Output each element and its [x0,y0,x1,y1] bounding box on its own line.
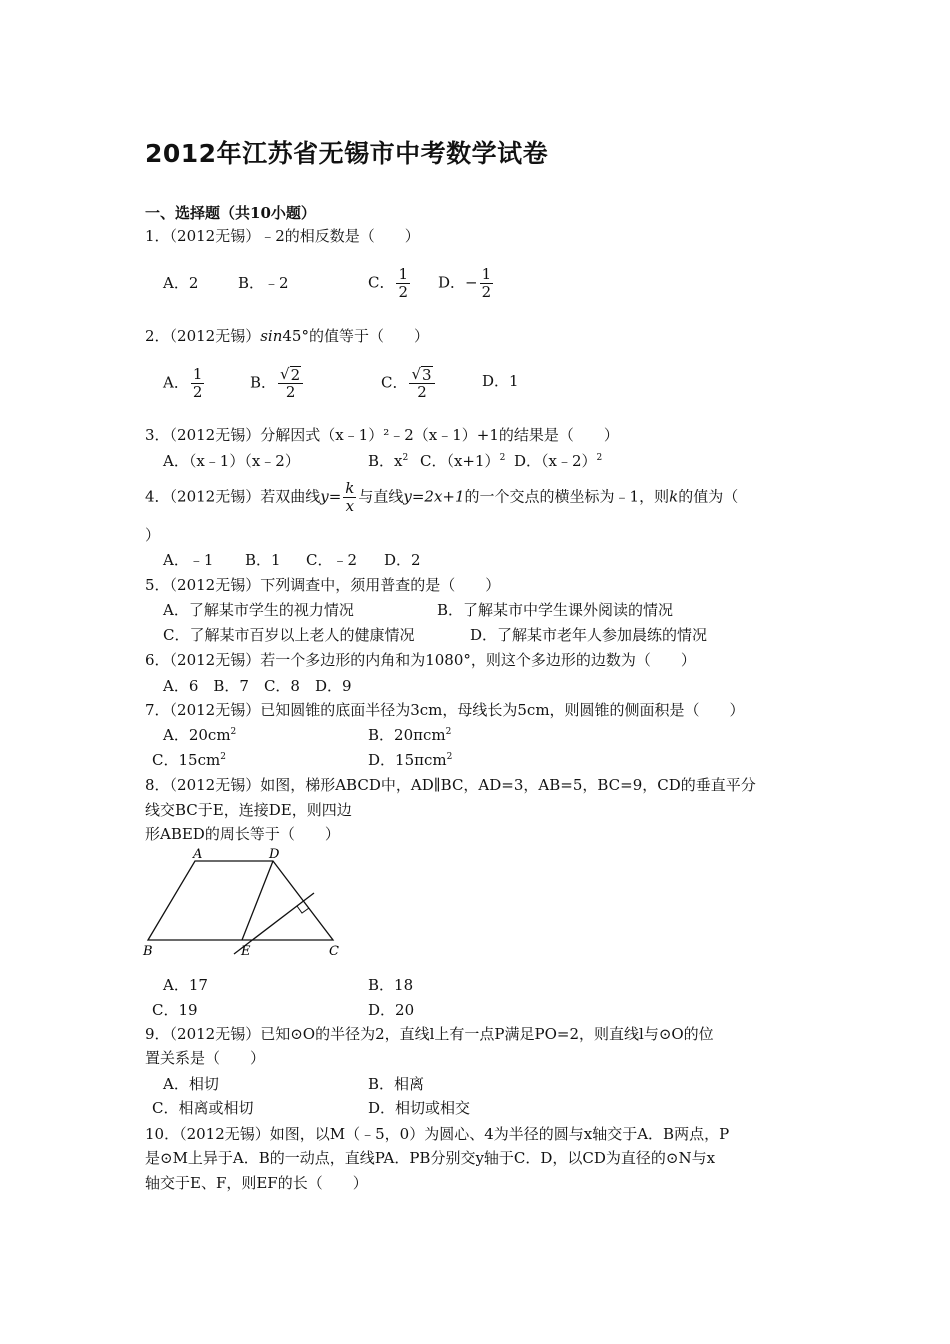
numerator: 1 [192,365,203,383]
q1-fraction-half [396,266,410,301]
trapezoid-abcd [148,861,333,940]
denominator: 2 [417,383,427,401]
denominator: 2 [192,383,203,401]
q4-stem-part1: 4．（2012无锡）若双曲线 [145,487,321,506]
q9-stem-line2: 置关系是（ ） [145,1049,266,1067]
q1-option-c-letter: C． [368,273,395,292]
q3-option-b-text: B．x [368,452,403,470]
q8-option-c: C．19 [152,1001,198,1019]
q9-option-d: D．相切或相交 [368,1099,471,1117]
q4-stem-part2: 与直线 [358,487,404,506]
trapezoid-figure [140,842,350,964]
q1-option-a: A．2 [163,274,199,292]
q7-option-b [368,725,451,745]
q1-fraction-neg-half [480,266,494,301]
exponent: 2 [402,453,409,463]
q9-option-a: A．相切 [163,1075,219,1093]
denominator: 2 [398,283,409,301]
q1-option-b: B．﹣2 [238,274,289,292]
q6-options: A．6 B．7 C．8 D．9 [163,677,352,695]
denominator: 2 [481,283,492,301]
q2-option-d: D．1 [482,372,519,390]
q3-option-c-text: C．（x+1） [420,452,500,470]
q3-option-d-text: D．（x﹣2） [514,452,597,470]
q2-option-b-letter: B． [250,373,277,392]
label-e: E [241,944,251,959]
q4-k: k [669,487,679,506]
q3-option-b [368,451,408,471]
exponent: 2 [596,453,603,463]
q2-fraction-root3 [409,366,434,401]
q7-option-a-text: A．20cm [163,726,231,744]
q4-option-d: D．2 [384,551,421,569]
label-c: C [329,944,339,959]
section-heading: 一、选择题（共10小题） [145,204,316,222]
q2-option-a [163,366,206,401]
q8-stem-line2: 线交BC于E，连接DE，则四边 [145,801,352,819]
label-d: D [269,847,280,862]
q4-option-a: A．﹣1 [163,551,214,569]
q7-option-b-text: B．20πcm [368,726,446,744]
q3-option-c [420,451,505,471]
q8-option-b: B．18 [368,976,414,994]
q4-option-b: B．1 [245,551,281,569]
q7-stem: 7．（2012无锡）已知圆锥的底面半径为3cm，母线长为5cm，则圆锥的侧面积是（ ） [145,701,745,719]
radical-sign: √ [411,365,422,383]
q7-option-a [163,725,236,745]
q10-stem-line1: 10．（2012无锡）如图，以M（﹣5，0）为圆心、4为半径的圆与x轴交于A．B两点，P [145,1125,730,1143]
q10-stem-line2: 是⊙M上异于A．B的一动点，直线PA．PB分别交y轴于C．D，以CD为直径的⊙N与x [145,1149,716,1167]
radical-sign: √ [280,365,290,383]
q2-option-b [250,366,305,401]
q2-option-c-letter: C． [381,373,408,392]
q5-option-c: C．了解某市百岁以上老人的健康情况 [163,626,415,644]
q8-stem-line3: 形ABED的周长等于（ ） [145,825,340,843]
q1-option-d-letter: D． [438,273,466,292]
q2-option-a-letter: A． [163,373,189,392]
numerator [409,366,434,384]
q2-stem [145,326,429,346]
label-a: A [193,847,203,862]
q3-option-d [514,451,602,471]
denominator: x [345,497,355,515]
minus-sign: − [465,273,478,292]
q9-stem-line1: 9．（2012无锡）已知⊙O的半径为2，直线l上有一点P满足PO=2，则直线l与⊙O的位 [145,1025,714,1043]
q8-option-d: D．20 [368,1001,415,1019]
q10-stem-line3: 轴交于E、F，则EF的长（ ） [145,1174,368,1192]
q8-option-a: A．17 [163,976,208,994]
q4-stem [145,480,738,515]
q5-option-d: D．了解某市老年人参加晨练的情况 [470,626,708,644]
numerator [278,366,303,384]
q1-stem: 1．（2012无锡）﹣2的相反数是（ ） [145,227,420,245]
q2-stem-prefix: 2．（2012无锡） [145,327,261,345]
q4-y-equals: y= [320,487,342,506]
radicand: 3 [422,366,432,384]
q4-fraction-k-over-x [343,480,356,515]
label-b: B [143,944,153,959]
q4-line-equation: y=2x+1 [403,487,465,506]
q2-sin: sin [260,327,283,345]
q5-option-a: A．了解某市学生的视力情况 [163,601,354,619]
exponent: 2 [499,453,506,463]
exponent: 2 [446,752,453,762]
exponent: 2 [445,727,452,737]
q4-stem-part4: 的值为（ [678,487,739,506]
denominator: 2 [285,383,296,401]
exponent: 2 [230,727,237,737]
q7-option-c [152,750,226,770]
q1-option-c [368,266,412,301]
q3-stem: 3．（2012无锡）分解因式（x﹣1）²﹣2（x﹣1）+1的结果是（ ） [145,426,619,444]
radicand: 2 [290,366,301,384]
numerator: 1 [481,265,492,283]
q7-option-d-text: D．15πcm [368,751,447,769]
q4-stem-close: ） [145,526,161,544]
q3-option-a: A．（x﹣1）（x﹣2） [163,452,300,470]
q2-option-c [381,366,437,401]
q2-fraction-half [191,366,205,401]
exponent: 2 [220,752,226,762]
q9-option-b: B．相离 [368,1075,425,1093]
q5-stem: 5．（2012无锡）下列调查中，须用普查的是（ ） [145,576,501,594]
q2-stem-suffix: 45°的值等于（ ） [282,327,429,345]
q4-option-c: C．﹣2 [306,551,358,569]
q7-option-c-text: C．15cm [152,751,221,769]
q1-option-d [438,266,495,301]
q5-option-b: B．了解某市中学生课外阅读的情况 [437,601,674,619]
numerator: 1 [398,265,409,283]
q2-fraction-root2 [278,366,303,401]
q7-option-d [368,750,452,770]
page-title: 2012年江苏省无锡市中考数学试卷 [145,139,549,168]
q9-option-c: C．相离或相切 [152,1099,254,1117]
q8-stem-line1: 8．（2012无锡）如图，梯形ABCD中，AD∥BC，AD=3，AB=5，BC=9，CD的垂直平分 [145,776,756,794]
numerator: k [345,479,355,497]
q6-stem: 6．（2012无锡）若一个多边形的内角和为1080°，则这个多边形的边数为（ ） [145,651,696,669]
q4-stem-part3: 的一个交点的横坐标为﹣1，则 [464,487,670,506]
